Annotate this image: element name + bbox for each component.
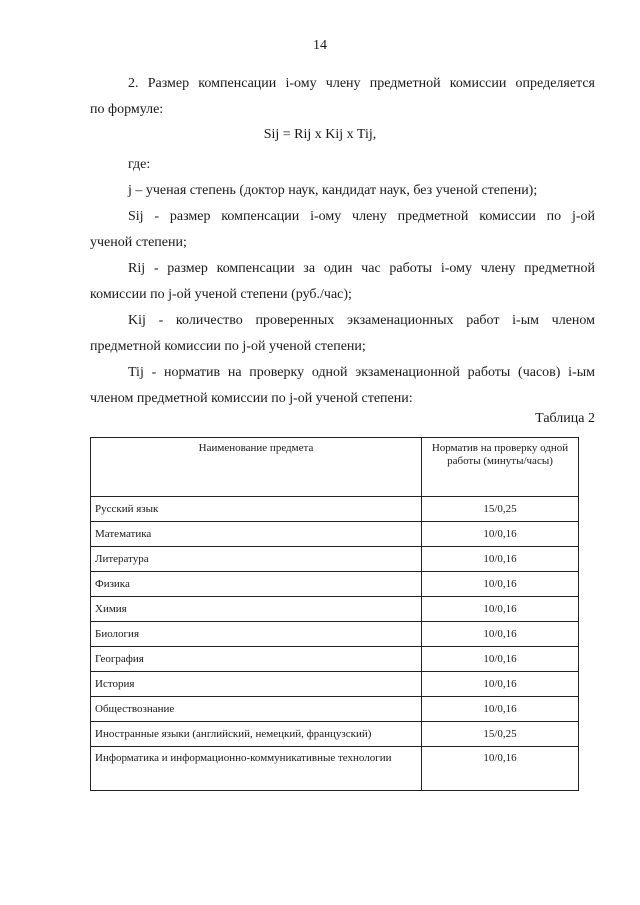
definition-sij-line-2: ученой степени;: [90, 235, 187, 250]
cell-subject: Математика: [91, 522, 422, 547]
cell-subject: География: [91, 647, 422, 672]
cell-subject: Литература: [91, 547, 422, 572]
table-row: [91, 522, 579, 547]
table-row: [91, 747, 579, 791]
definition-sij-line-1: Sij - размер компенсации i-ому члену предметной комиссии по j-ой: [128, 209, 595, 224]
table-row: [91, 622, 579, 647]
cell-norm: 10/0,16: [422, 522, 579, 547]
cell-norm: 10/0,16: [422, 672, 579, 697]
table-row: [91, 572, 579, 597]
paragraph-compensation-line-1: 2. Размер компенсации i-ому члену предметной комиссии определяется: [128, 76, 595, 91]
cell-subject: Иностранные языки (английский, немецкий, французский): [91, 722, 422, 747]
header-norm: Норматив на проверку одной работы (минуты/часы): [422, 438, 579, 497]
cell-norm: 15/0,25: [422, 497, 579, 522]
cell-norm: 10/0,16: [422, 647, 579, 672]
definition-rij-line-2: комиссии по j-ой ученой степени (руб./час);: [90, 287, 352, 302]
cell-norm: 10/0,16: [422, 622, 579, 647]
norms-table: [90, 437, 579, 791]
cell-norm: 10/0,16: [422, 597, 579, 622]
definition-j: j – ученая степень (доктор наук, кандидат наук, без ученой степени);: [128, 183, 538, 198]
cell-norm: 10/0,16: [422, 547, 579, 572]
definition-kij-line-2: предметной комиссии по j-ой ученой степени;: [90, 339, 366, 354]
table-row: [91, 697, 579, 722]
cell-subject: Обществознание: [91, 697, 422, 722]
paragraph-compensation-line-2: по формуле:: [90, 102, 164, 117]
definition-tij-line-1: Tij - норматив на проверку одной экзаменационной работы (часов) i-ым: [128, 365, 595, 380]
cell-subject: Информатика и информационно-коммуникативные технологии: [91, 747, 422, 791]
table-caption: Таблица 2: [535, 411, 595, 426]
table-row: [91, 497, 579, 522]
cell-subject: Физика: [91, 572, 422, 597]
cell-subject: Биология: [91, 622, 422, 647]
cell-norm: 15/0,25: [422, 722, 579, 747]
table-row: [91, 722, 579, 747]
table-row: [91, 547, 579, 572]
table-row: [91, 597, 579, 622]
definition-tij-line-2: членом предметной комиссии по j-ой ученой степени:: [90, 391, 413, 406]
definition-rij-line-1: Rij - размер компенсации за один час работы i-ому члену предметной: [128, 261, 595, 276]
where-label: где:: [128, 157, 151, 172]
table-row: [91, 672, 579, 697]
cell-norm: 10/0,16: [422, 572, 579, 597]
page-number: 14: [313, 38, 327, 53]
cell-subject: Русский язык: [91, 497, 422, 522]
cell-subject: История: [91, 672, 422, 697]
cell-subject: Химия: [91, 597, 422, 622]
cell-norm: 10/0,16: [422, 747, 579, 791]
header-subject: Наименование предмета: [91, 438, 422, 497]
table-row: [91, 647, 579, 672]
table-header-row: [91, 438, 579, 497]
definition-kij-line-1: Kij - количество проверенных экзаменационных работ i-ым членом: [128, 313, 595, 328]
formula: Sij = Rij x Kij x Tij,: [263, 127, 377, 142]
cell-norm: 10/0,16: [422, 697, 579, 722]
